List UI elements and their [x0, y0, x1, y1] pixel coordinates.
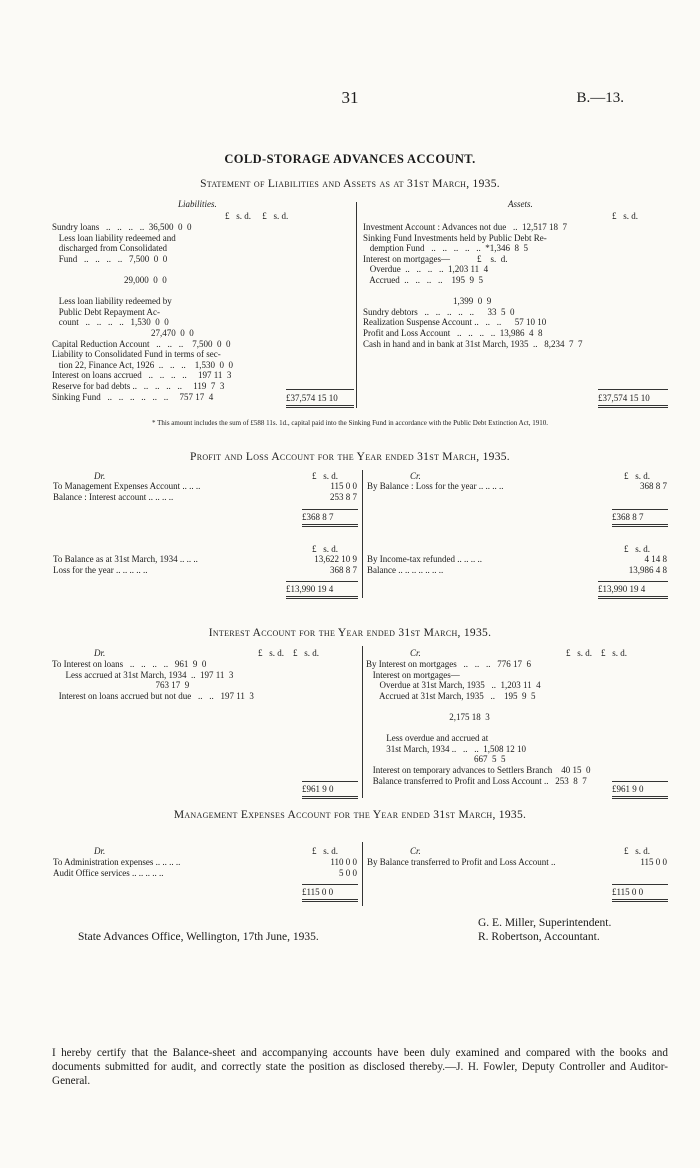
liability-line: count .. .. .. .. 1,530 0 0: [52, 317, 169, 328]
liability-line: Sundry loans .. .. .. .. 36,500 0 0: [52, 222, 192, 232]
pl-cr-row: [366, 481, 668, 492]
mgmt-dr-cols: £ s. d.: [312, 846, 339, 856]
pl-cr-row-label: By Balance : Loss for the year .. .. .. ..: [367, 481, 504, 491]
liability-line: [52, 264, 233, 275]
interest-cr-line: Overdue at 31st March, 1935 .. 1,203 11 4: [366, 680, 541, 691]
liability-line: Less loan liability redeemed and: [52, 232, 176, 243]
pl-dr-row-label: To Management Expenses Account .. .. ..: [53, 481, 201, 491]
asset-line: Profit and Loss Account .. .. .. .. 13,986 4 8: [363, 327, 543, 338]
audit-certification: I hereby certify that the Balance-sheet and accompanying accounts have been duly examined and compared with the books and documents submitted for audit, and correctly state the position as disclosed thereby.—J. H. Fowler, Deputy Controller and Auditor-General.: [52, 1047, 668, 1087]
asset-line: Investment Account : Advances not due .. 12,517 18 7: [363, 222, 567, 232]
mgmt-dr-row-label: Audit Office services .. .. .. .. ..: [53, 867, 164, 878]
liability-line: Sinking Fund .. .. .. .. .. .. 757 17 4: [52, 391, 214, 402]
liability-line: Interest on loans accrued .. .. .. .. 197 11 3: [52, 370, 232, 381]
mgmt-dr-row: [52, 868, 358, 879]
pl-cr-row-label: By Income-tax refunded .. .. .. ..: [367, 554, 482, 564]
management-cr-table: [366, 857, 668, 868]
pl-dr-row-amount: 13,622 10 9: [314, 554, 357, 564]
interest-cr-list: [366, 659, 590, 786]
page-number: 31: [341, 88, 359, 107]
pl-bottom-dr-table: [52, 554, 358, 575]
liability-line: Reserve for bad debts .. .. .. .. .. 119 7 3: [52, 380, 225, 391]
liability-line: [52, 286, 233, 297]
liability-line: Capital Reduction Account .. .. .. 7,500 0 0: [52, 338, 231, 349]
management-total-dr: £115 0 0: [302, 887, 334, 897]
asset-line: demption Fund .. .. .. .. .. *1,346 8 5: [363, 243, 529, 254]
interest-dr-line: Interest on loans accrued but not due .. .. 197 11 3: [52, 690, 254, 701]
pl-bottom-cr-table: [366, 554, 668, 575]
mgmt-cr-row: [366, 857, 668, 868]
pl-dr-row: [52, 492, 358, 503]
profit-loss-heading: Profit and Loss Account for the Year ended 31st March, 1935.: [190, 451, 510, 463]
liability-line: tion 22, Finance Act, 1926 .. .. .. 1,530 0 0: [52, 359, 233, 370]
liability-line: discharged from Consolidated: [52, 243, 168, 254]
mgmt-cr-row-amount: 115 0 0: [640, 857, 667, 867]
interest-cr-line: 2,175 18 3: [366, 711, 490, 722]
asset-line: Cash in hand and in bank at 31st March, 1935 .. 8,234 7 7: [363, 338, 583, 349]
asset-line: [363, 286, 582, 297]
interest-cr-line: Balance transferred to Profit and Loss Account .. 253 8 7: [366, 775, 587, 786]
liability-line: 27,470 0 0: [52, 327, 194, 338]
pl-dr-row-label: Loss for the year .. .. .. .. ..: [53, 564, 148, 575]
document-reference: B.—13.: [576, 90, 624, 106]
pl-dr-row-label: To Balance as at 31st March, 1934 .. .. ..: [53, 554, 198, 564]
interest-heading: Interest Account for the Year ended 31st March, 1935.: [208, 627, 492, 639]
interest-cr-line: Interest on temporary advances to Settlers Branch 40 15 0: [366, 764, 591, 775]
liabilities-heading: Liabilities.: [178, 199, 217, 209]
interest-cr-line: 31st March, 1934 .. .. .. 1,508 12 10: [366, 743, 526, 754]
pl-cr-row-amount: 13,986 4 8: [628, 564, 667, 575]
signature-superintendent: G. E. Miller, Superintendent.: [478, 917, 612, 929]
interest-cr-line: [366, 701, 590, 712]
pl-top-cr-table: [366, 481, 668, 492]
pl-cr-row-amount: 368 8 7: [640, 481, 667, 491]
pl-bottom-total-dr: £13,990 19 4: [286, 584, 334, 594]
asset-line: Sundry debtors .. .. .. .. .. 33 5 0: [363, 306, 515, 317]
pl-dr-row-amount: 115 0 0: [330, 481, 357, 491]
int-cr-label: Cr.: [410, 648, 421, 658]
pl-dr-row: [52, 481, 358, 492]
pl-dr-row-amount: 253 8 7: [330, 491, 357, 502]
int-dr-cols: £ s. d. £ s. d.: [258, 648, 320, 658]
pl-cr-row-amount: 4 14 8: [644, 554, 667, 564]
pl-top-total-cr: £368 8 7: [612, 512, 644, 522]
liability-line: 29,000 0 0: [52, 274, 167, 285]
asset-line: Interest on mortgages— £ s. d.: [363, 253, 508, 264]
liabilities-total: £37,574 15 10: [286, 393, 338, 403]
mgmt-dr-row-amount: 110 0 0: [330, 857, 357, 867]
liability-line: Less loan liability redeemed by: [52, 296, 172, 307]
assets-total: £37,574 15 10: [598, 393, 650, 403]
pl-cr-row: [366, 554, 668, 565]
liability-line: Fund .. .. .. .. 7,500 0 0: [52, 253, 168, 264]
pl-cr-label: Cr.: [410, 471, 421, 481]
pl-top-total-dr: £368 8 7: [302, 512, 334, 522]
pl-dr-row-label: Balance : Interest account .. .. .. ..: [53, 491, 174, 502]
liabilities-column-headers: £ s. d. £ s. d.: [225, 211, 289, 221]
asset-line: Realization Suspense Account .. .. .. 57 10 10: [363, 317, 547, 328]
mgmt-dr-label: Dr.: [94, 846, 106, 856]
liability-line: Liability to Consolidated Fund in terms of sec-: [52, 349, 221, 360]
pl-cr-row-label: Balance .. .. .. .. .. .. ..: [367, 564, 444, 575]
interest-dr-line: To Interest on loans .. .. .. .. 961 9 0: [52, 659, 207, 669]
interest-cr-line: [366, 723, 590, 734]
pl-dr-row: [52, 565, 358, 576]
document-title: COLD-STORAGE ADVANCES ACCOUNT.: [224, 152, 476, 166]
pl-cr-cols: £ s. d.: [624, 471, 651, 481]
asset-line: Accrued .. .. .. .. 195 9 5: [363, 274, 483, 285]
liability-line: Public Debt Repayment Ac-: [52, 306, 160, 317]
mgmt-cr-cols: £ s. d.: [624, 846, 651, 856]
management-total-cr: £115 0 0: [612, 887, 644, 897]
pl-dr-row-amount: 368 8 7: [330, 564, 357, 575]
int-cr-cols: £ s. d. £ s. d.: [566, 648, 628, 658]
management-dr-table: [52, 857, 358, 878]
assets-heading: Assets.: [508, 199, 533, 209]
interest-dr-list: [52, 659, 254, 701]
pl-cr-cols-2: £ s. d.: [624, 544, 651, 554]
mgmt-dr-row-label: To Administration expenses .. .. .. ..: [53, 857, 181, 867]
mgmt-cr-label: Cr.: [410, 846, 421, 856]
office-and-date: State Advances Office, Wellington, 17th June, 1935.: [78, 931, 319, 943]
interest-cr-line: By Interest on mortgages .. .. .. 776 17 6: [366, 659, 531, 669]
mgmt-cr-row-label: By Balance transferred to Profit and Loss Account ..: [367, 857, 556, 867]
pl-dr-cols: £ s. d.: [312, 471, 339, 481]
pl-dr-row: [52, 554, 358, 565]
mgmt-dr-row-amount: 5 0 0: [339, 867, 357, 878]
assets-list: [363, 222, 582, 349]
interest-dr-line: Less accrued at 31st March, 1934 .. 197 11 3: [52, 669, 234, 680]
pl-dr-cols-2: £ s. d.: [312, 544, 339, 554]
interest-dr-line: 763 17 9: [52, 680, 190, 691]
interest-cr-line: Accrued at 31st March, 1935 .. 195 9 5: [366, 690, 536, 701]
assets-column-headers: £ s. d.: [612, 211, 639, 221]
footnote: * This amount includes the sum of £588 11s. 1d., capital paid into the Sinking Fund in accordance with the Public Debt Extinction Act, 1910.: [151, 419, 549, 427]
signature-accountant: R. Robertson, Accountant.: [478, 931, 600, 943]
statement-heading: Statement of Liabilities and Assets as at 31st March, 1935.: [200, 178, 500, 190]
interest-cr-line: Less overdue and accrued at: [366, 733, 489, 744]
interest-cr-line: Interest on mortgages—: [366, 669, 460, 680]
pl-bottom-total-cr: £13,990 19 4: [598, 584, 646, 594]
pl-top-dr-table: [52, 481, 358, 502]
liabilities-list: [52, 222, 233, 402]
asset-line: Sinking Fund Investments held by Public Debt Re-: [363, 232, 547, 243]
asset-line: 1,399 0 9: [363, 296, 492, 307]
interest-total-cr: £961 9 0: [612, 784, 644, 794]
pl-cr-row: [366, 565, 668, 576]
interest-total-dr: £961 9 0: [302, 784, 334, 794]
pl-dr-label: Dr.: [94, 471, 106, 481]
asset-line: Overdue .. .. .. .. 1,203 11 4: [363, 264, 489, 275]
management-heading: Management Expenses Account for the Year ended 31st March, 1935.: [173, 809, 527, 821]
interest-cr-line: 667 5 5: [366, 754, 506, 765]
int-dr-label: Dr.: [94, 648, 106, 658]
mgmt-dr-row: [52, 857, 358, 868]
